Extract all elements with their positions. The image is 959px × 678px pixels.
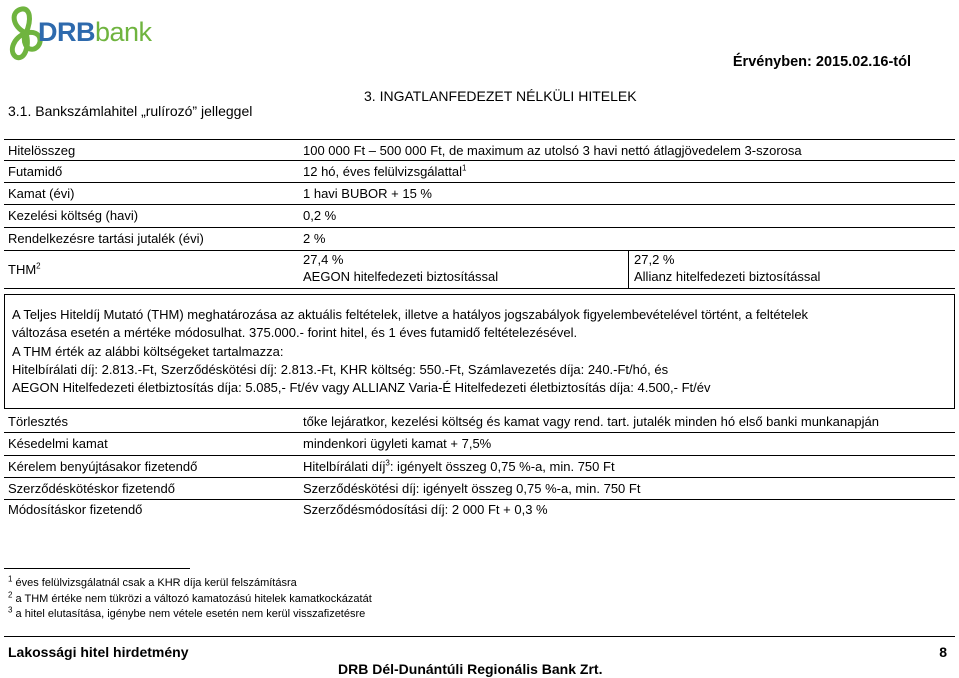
amount-label: Hitelösszeg xyxy=(8,143,76,158)
contract-fee-label: Szerződéskötéskor fizetendő xyxy=(8,481,175,496)
footnote-separator xyxy=(4,568,190,569)
footnote-text: a hitel elutasítása, igénybe nem vétele esetén nem kerül visszafizetésre xyxy=(15,608,366,620)
modification-fee-value: Szerződésmódosítási díj: 2 000 Ft + 0,3 % xyxy=(303,502,548,517)
rule xyxy=(4,499,955,500)
term-label: Futamidő xyxy=(8,164,63,179)
term-text: 12 hó, éves felülvizsgálattal xyxy=(303,164,462,179)
late-interest-value: mindenkori ügyleti kamat + 7,5% xyxy=(303,436,492,451)
footnote-1 xyxy=(8,574,297,589)
commitment-fee-value: 2 % xyxy=(303,231,326,246)
footnote-text: a THM értéke nem tükrözi a változó kamatozású hitelek kamatkockázatát xyxy=(15,593,372,605)
thm-note-line: A THM érték az alábbi költségeket tartalmazza: xyxy=(12,344,284,359)
footnote-num: 3 xyxy=(8,605,13,615)
thm-aegon-note: AEGON hitelfedezeti biztosítással xyxy=(303,269,499,284)
application-fee-pre: Hitelbírálati díj xyxy=(303,459,386,474)
rule xyxy=(4,227,955,228)
page-number: 8 xyxy=(939,644,947,660)
rule xyxy=(4,160,955,161)
rate-label: Kamat (évi) xyxy=(8,186,75,201)
contract-fee-value: Szerződéskötési díj: igényelt összeg 0,75 %-a, min. 750 Ft xyxy=(303,481,641,496)
drb-bank-logo xyxy=(6,3,152,65)
thm-label xyxy=(8,262,41,277)
footer-bank-name: DRB Dél-Dunántúli Regionális Bank Zrt. xyxy=(338,661,603,677)
valid-from: Érvényben: 2015.02.16-tól xyxy=(732,54,911,70)
footnote-ref-3: 3 xyxy=(385,458,390,468)
section-title: 3. INGATLANFEDEZET NÉLKÜLI HITELEK xyxy=(364,88,637,104)
thm-allianz-note: Allianz hitelfedezeti biztosítással xyxy=(634,269,821,284)
application-fee-post: : igényelt összeg 0,75 %-a, min. 750 Ft xyxy=(389,459,615,474)
logo-bank: bank xyxy=(95,17,152,47)
mgmt-fee-label: Kezelési költség (havi) xyxy=(8,208,139,223)
modification-fee-label: Módosításkor fizetendő xyxy=(8,502,143,517)
rule xyxy=(4,250,955,251)
thm-aegon-value: 27,4 % xyxy=(303,252,344,267)
rule xyxy=(4,204,955,205)
rule xyxy=(4,455,955,456)
footnote-3 xyxy=(8,605,366,620)
footnote-num: 1 xyxy=(8,574,13,584)
thm-allianz-value: 27,2 % xyxy=(634,252,675,267)
footnote-2 xyxy=(8,590,372,605)
commitment-fee-label: Rendelkezésre tartási jutalék (évi) xyxy=(8,231,204,246)
footnote-ref-1: 1 xyxy=(461,163,467,173)
application-fee-label: Kérelem benyújtásakor fizetendő xyxy=(8,459,198,474)
rule xyxy=(4,432,955,433)
thm-divider xyxy=(628,250,629,288)
thm-note-line: változása esetén a mértéke módosulhat. 375.000.- forint hitel, és 1 éves futamidő feltételezésével. xyxy=(12,325,578,340)
thm-note-line: Hitelbírálati díj: 2.813.-Ft, Szerződéskötési díj: 2.813.-Ft, KHR költség: 550.-Ft, Számlavezetés díja: 240.-Ft/hó, és xyxy=(12,362,669,377)
footer-rule xyxy=(4,636,955,637)
mgmt-fee-value: 0,2 % xyxy=(303,208,337,223)
rate-value: 1 havi BUBOR + 15 % xyxy=(303,186,432,201)
repayment-label: Törlesztés xyxy=(8,414,68,429)
footnote-ref-2: 2 xyxy=(36,261,41,271)
late-interest-label: Késedelmi kamat xyxy=(8,436,108,451)
rule-top xyxy=(4,139,955,140)
section-number: 3.1. Bankszámlahitel „rulírozó” jelleggel xyxy=(8,103,253,119)
logo-wordmark xyxy=(38,17,152,48)
term-value xyxy=(303,164,466,179)
footnote-num: 2 xyxy=(8,590,13,600)
rule xyxy=(4,477,955,478)
application-fee-value xyxy=(303,459,615,474)
rule xyxy=(4,182,955,183)
thm-note-line: AEGON Hitelfedezeti életbiztosítás díja: 5.085,- Ft/év vagy ALLIANZ Varia-É Hitelfedezeti életbiztosítás díja: 4.500,- Ft/év xyxy=(12,380,711,395)
footer-title: Lakossági hitel hirdetmény xyxy=(8,644,189,660)
thm-text: THM xyxy=(8,262,37,277)
logo-drb: DRB xyxy=(38,17,95,47)
thm-note-line: A Teljes Hiteldíj Mutató (THM) meghatározása az aktuális feltételek, illetve a hatályos jogszabályok figyelembevételével történt, a feltételek xyxy=(12,307,809,322)
rule-bottom xyxy=(4,288,955,289)
footnote-text: éves felülvizsgálatnál csak a KHR díja kerül felszámításra xyxy=(15,577,297,589)
amount-value: 100 000 Ft – 500 000 Ft, de maximum az utolsó 3 havi nettó átlagjövedelem 3-szorosa xyxy=(303,143,802,158)
repayment-value: tőke lejáratkor, kezelési költség és kamat vagy rend. tart. jutalék minden hó első banki munkanapján xyxy=(303,414,879,429)
